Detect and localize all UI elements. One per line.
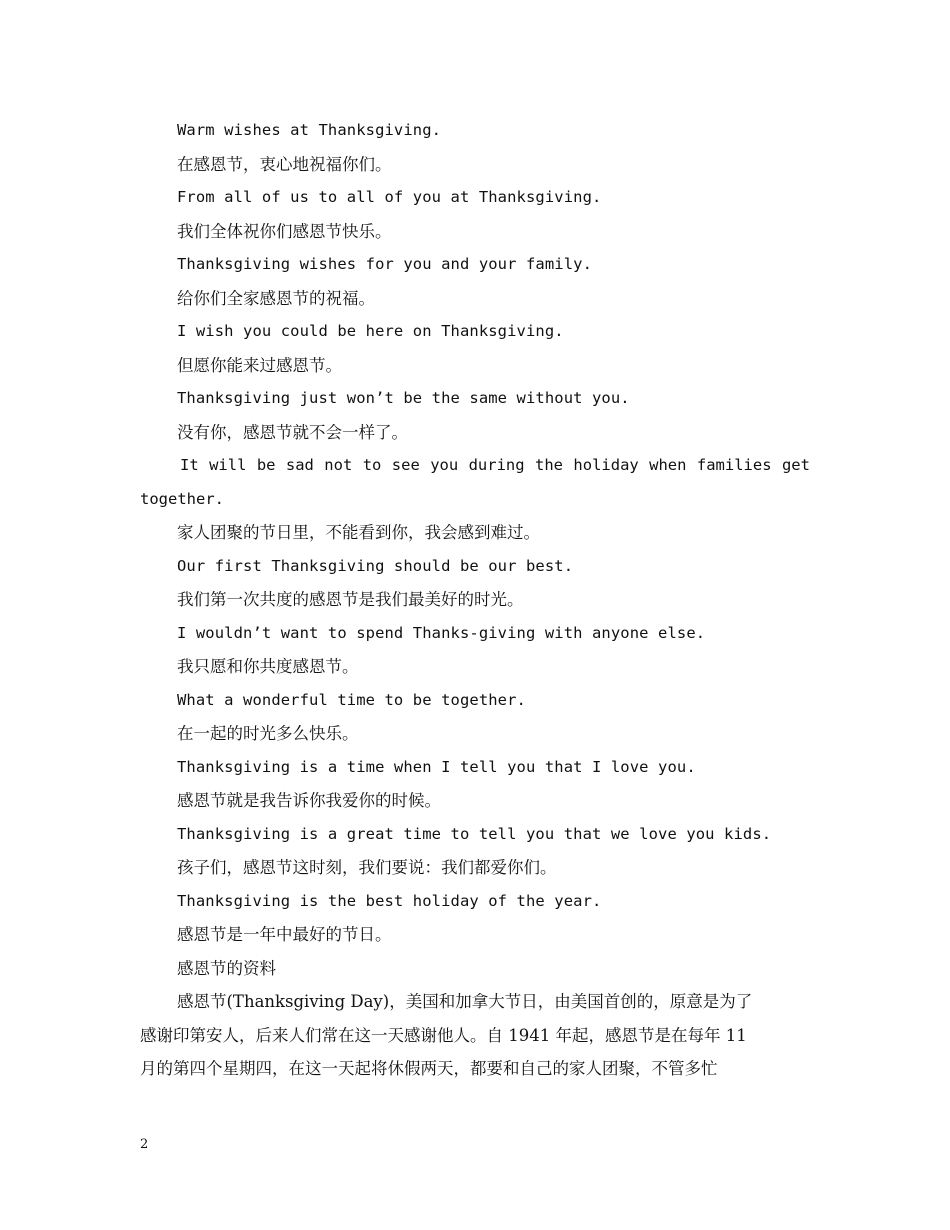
text-line: 感恩节就是我告诉你我爱你的时候。: [177, 791, 441, 810]
text-line: 我只愿和你共度感恩节。: [177, 657, 359, 676]
text-line: Thanksgiving is the best holiday of the year.: [177, 891, 602, 910]
word: get: [781, 456, 810, 474]
word: during: [468, 456, 525, 474]
text-line: 感恩节是一年中最好的节日。: [177, 925, 392, 944]
text-line: 孩子们，感恩节这时刻，我们要说：我们都爱你们。: [177, 858, 557, 877]
text-line: From all of us to all of you at Thanksgiving.: [177, 188, 602, 206]
paragraph-line: 感恩节(Thanksgiving Day)，美国和加拿大节日，由美国首创的，原意是为了: [177, 992, 753, 1011]
word: see: [391, 456, 420, 474]
text-line: 给你们全家感恩节的祝福。: [177, 288, 375, 308]
text-line: 在一起的时光多么快乐。: [177, 724, 359, 743]
word: the: [535, 456, 563, 474]
text-line-continuation: together.: [140, 489, 224, 508]
justified-text-line: [140, 449, 810, 483]
text-line: 我们全体祝你们感恩节快乐。: [177, 221, 392, 241]
word: sad: [285, 456, 314, 474]
text-line: Warm wishes at Thanksgiving.: [177, 121, 442, 139]
word: to: [362, 456, 382, 474]
text-line: I wouldn’t want to spend Thanks-giving with anyone else.: [177, 623, 706, 642]
paragraph-line: 感谢印第安人，后来人们常在这一天感谢他人。自 1941 年起，感恩节是在每年 11: [140, 1025, 747, 1045]
word: you: [430, 456, 459, 474]
text-line: Thanksgiving is a time when I tell you that I love you.: [177, 757, 696, 776]
text-line: What a wonderful time to be together.: [177, 690, 526, 709]
paragraph-line: 月的第四个星期四，在这一天起将休假两天，都要和自己的家人团聚，不管多忙: [140, 1059, 718, 1078]
page-number: 2: [140, 1137, 149, 1152]
text-line: Our first Thanksgiving should be our best.: [177, 556, 574, 575]
word: families: [696, 456, 772, 474]
text-line: 我们第一次共度的感恩节是我们最美好的时光。: [177, 590, 524, 609]
word: holiday: [573, 456, 639, 474]
text-line: Thanksgiving just won’t be the same without you.: [177, 389, 630, 407]
text-line: 在感恩节，衷心地祝福你们。: [177, 154, 392, 174]
word: It: [180, 456, 199, 474]
text-line: Thanksgiving is a great time to tell you that we love you kids.: [177, 824, 772, 843]
text-line: 没有你，感恩节就不会一样了。: [177, 422, 408, 442]
word: be: [256, 456, 276, 474]
section-heading: 感恩节的资料: [177, 958, 276, 978]
word: will: [209, 456, 247, 474]
word: when: [649, 456, 687, 474]
word: not: [324, 456, 353, 474]
text-line: I wish you could be here on Thanksgiving.: [177, 322, 564, 340]
text-line: Thanksgiving wishes for you and your family.: [177, 255, 592, 273]
document-body: [140, 114, 810, 1086]
text-line: 但愿你能来过感恩节。: [177, 355, 342, 375]
text-line: 家人团聚的节日里，不能看到你，我会感到难过。: [177, 523, 540, 542]
